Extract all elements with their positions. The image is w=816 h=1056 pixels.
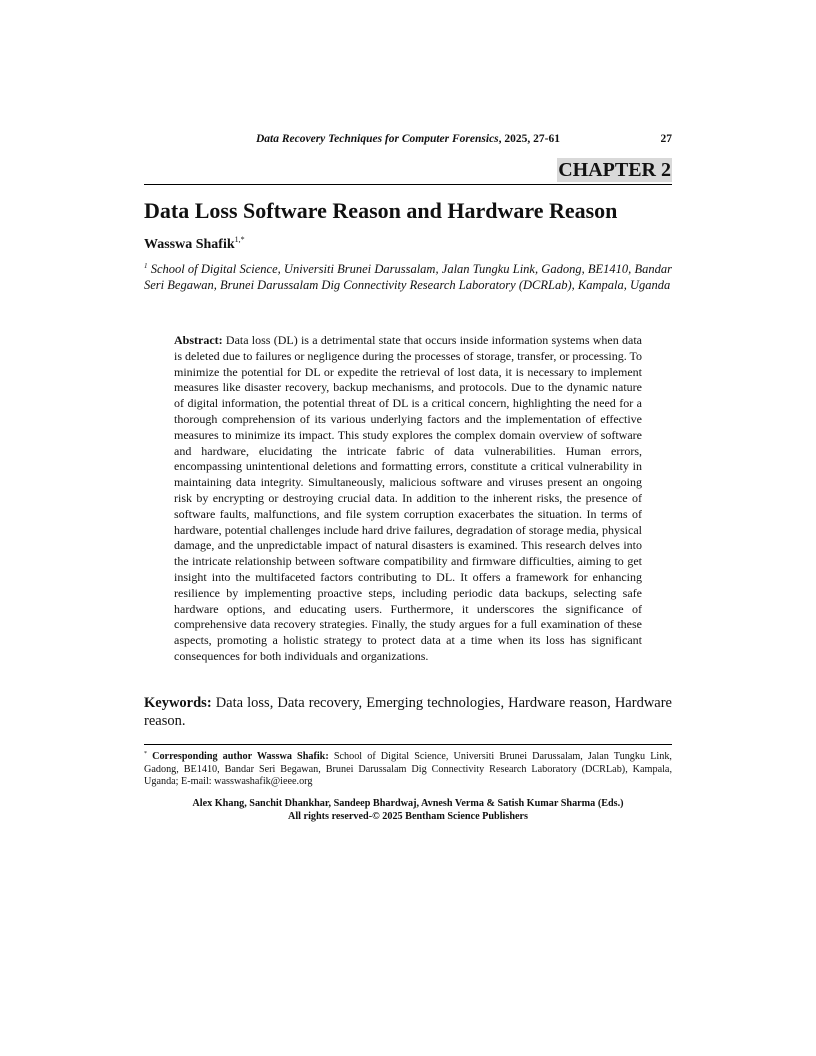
author-line [144, 235, 245, 253]
footnote-text: School of Digital Science, Universiti Brunei Darussalam, Jalan Tungku Link, Gadong, BE1410, Bandar Seri Begawan, Brunei Darussalam Dig Connectivity Research Laboratory (DCRLab), Kampala, Uganda; E-mail: wasswashafik@ieee.org [144, 751, 672, 788]
chapter-label: CHAPTER 2 [558, 159, 671, 181]
keywords-label: Keywords: [144, 695, 212, 711]
corresponding-author-footnote [144, 748, 672, 789]
chapter-heading [144, 158, 672, 185]
chapter-title: Data Loss Software Reason and Hardware Reason [144, 198, 618, 223]
footnote-label: Corresponding author Wasswa Shafik: [147, 751, 329, 762]
author-marks: 1,* [234, 235, 245, 244]
abstract-label: Abstract: [174, 333, 223, 347]
affiliation [144, 259, 672, 293]
running-head [144, 133, 672, 145]
abstract-text: Data loss (DL) is a detrimental state that occurs inside information systems when data is deleted due to failures or negligence during the processes of storage, transfer, or processing. To minimize the potential for DL or expedite the retrieval of lost data, it is necessary to implement measures like disaster recovery, backup mechanisms, and protocols. Due to the dynamic nature of digital information, the potential threat of DL is a critical concern, highlighting the need for a thorough comprehension of its various underlying factors and the implementation of effective measures to minimize its impact. This study explores the complex domain overview of software and hardware, elucidating the intricate fabric of data vulnerabilities. Human errors, encompassing unintentional deletions and formatting errors, constitute a critical vulnerability in maintaining data integrity. Simultaneously, malicious software and viruses present an ongoing risk by encrypting or destroying crucial data. In addition to the inherent risks, the presence of software faults, malfunctions, and file system corruption exacerbates the situation. In terms of hardware, potential challenges include hard drive failures, degradation of storage media, physical damage, and the unpredictable impact of natural disasters is examined. This research delves into the intricate relationship between software compatibility and firmware difficulties, aiming to get insight into the multifaceted factors contributing to DL. It offers a framework for enhancing resilience by implementing proactive steps, including periodic data backups, selecting safe hardware options, and educating users. Furthermore, it underscores the significance of comprehensive data recovery strategies. Finally, the study argues for a full examination of these aspects, promoting a holistic strategy to protect data at a time when its loss has significant consequences for both individuals and organizations. [174, 333, 642, 663]
footnote-divider [144, 744, 672, 745]
abstract [174, 333, 642, 665]
keywords-text: Data loss, Data recovery, Emerging technologies, Hardware reason, Hardware reason. [144, 695, 672, 729]
rights-line: All rights reserved-© 2025 Bentham Science Publishers [287, 810, 529, 822]
affiliation-mark: 1 [144, 262, 148, 270]
editors-line: Alex Khang, Sanchit Dhankhar, Sandeep Bhardwaj, Avnesh Verma & Satish Kumar Sharma (Eds.) [192, 798, 624, 809]
running-head-citation: , 2025, 27-61 [498, 133, 560, 145]
footnote-mark: * [144, 751, 147, 757]
affiliation-text: School of Digital Science, Universiti Brunei Darussalam, Jalan Tungku Link, Gadong, BE1410, Bandar Seri Begawan, Brunei Darussalam Dig Connectivity Research Laboratory (DCRLab), Kampala, Uganda [144, 262, 672, 292]
publisher-block [144, 798, 672, 823]
page-number: 27 [660, 133, 672, 145]
author-name: Wasswa Shafik [144, 237, 235, 252]
running-head-book-title: Data Recovery Techniques for Computer Forensics [255, 133, 499, 145]
keywords [144, 694, 672, 730]
